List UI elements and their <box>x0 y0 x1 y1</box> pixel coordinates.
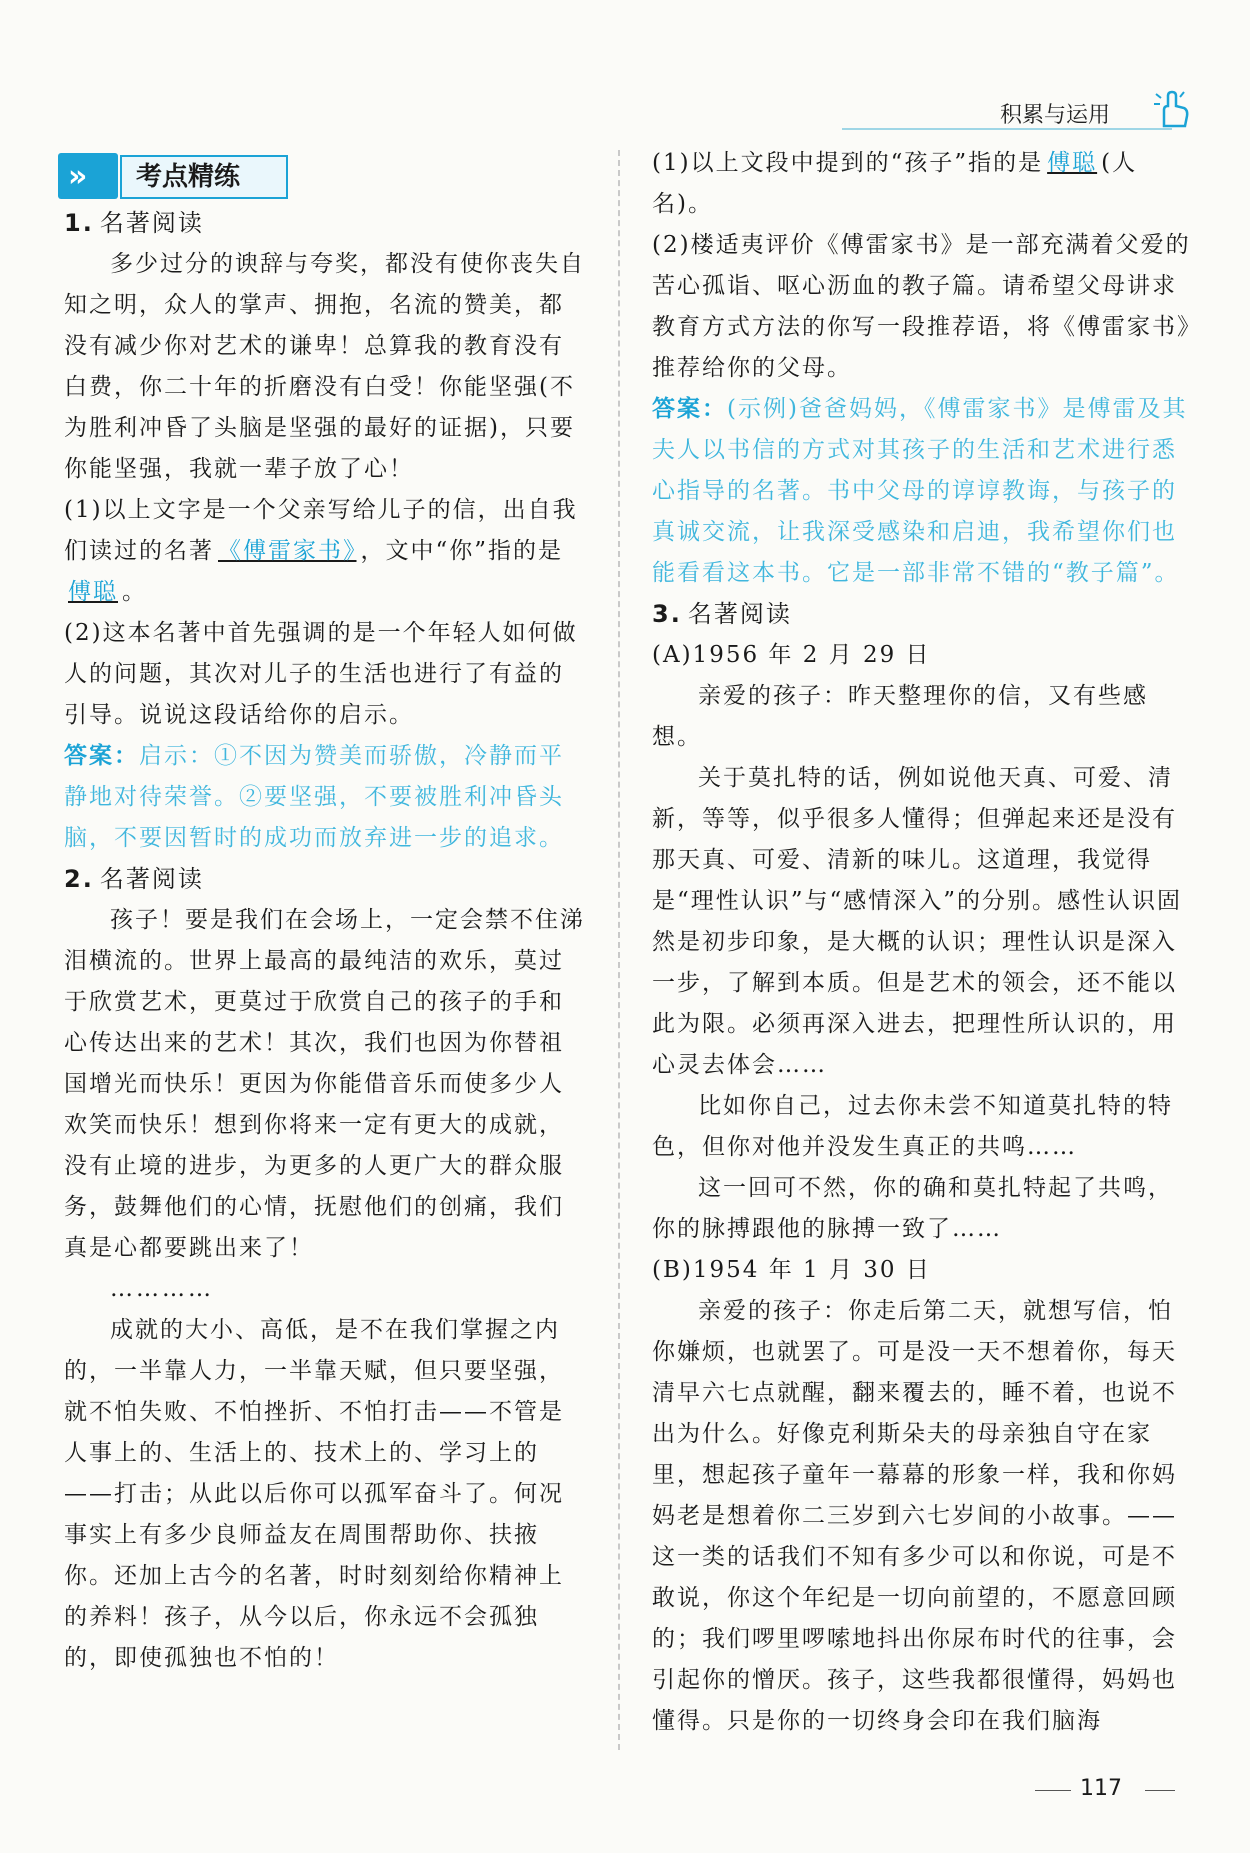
q1-heading <box>64 203 588 244</box>
q2-sub1-text: (1)以上文段中提到的“孩子”指的是 <box>652 150 1044 176</box>
q2-answer-tag: 答案： <box>652 396 727 422</box>
q2-passage-2: 成就的大小、高低，是不在我们掌握之内的，一半靠人力，一半靠天赋，但只要坚强，就不怕失败、不怕挫折、不怕打击——不管是人事上的、生活上的、技术上的、学习上的——打击；从此以后你可以孤军奋斗了。何况事实上有多少良师益友在周围帮助你、扶掖你。还加上古今的名著，时时刻刻给你精神上的养料！孩子，从今以后，你永远不会孤独的，即使孤独也不怕的！ <box>64 1317 564 1671</box>
q2-passage-1: 孩子！要是我们在会场上，一定会禁不住涕泪横流的。世界上最高的最纯洁的欢乐，莫过于欣赏艺术，更莫过于欣赏自己的孩子的手和心传达出来的艺术！其次，我们也因为你替祖国增光而快乐！更因为你能借音乐而使多少人欢笑而快乐！想到你将来一定有更大的成就，没有止境的进步，为更多的人更广大的群众服务，鼓舞他们的心情，抚慰他们的创痛，我们真是心都要跳出来了！ <box>64 907 585 1261</box>
double-chevron-icon: » <box>58 153 118 199</box>
q1-passage: 多少过分的谀辞与夸奖，都没有使你丧失自知之明，众人的掌声、拥抱，名流的赞美，都没有减少你对艺术的谦卑！总算我的教育没有白费，你二十年的折磨没有白受！你能坚强(不为胜利冲昏了头脑是坚强的最好的证据)，只要你能坚强，我就一辈子放了心！ <box>64 251 585 482</box>
q3-a-paragraph-4: 这一回可不然，你的确和莫扎特起了共鸣，你的脉搏跟他的脉搏一致了…… <box>652 1175 1173 1242</box>
q3-b-date: (B)1954 年 1 月 30 日 <box>652 1257 931 1283</box>
q1-sub1-text-mid: ，文中“你”指的是 <box>360 538 564 564</box>
section-title: 考点精练 <box>120 155 288 199</box>
q2-number: 2. <box>64 865 94 893</box>
q3-a-paragraph-2: 关于莫扎特的话，例如说他天真、可爱、清新，等等，似乎很多人懂得；但弹起来还是没有那天真、可爱、清新的味儿。这道理，我觉得是“理性认识”与“感情深入”的分别。感性认识固然是初步印象，是大概的认识；理性认识是深入一步，了解到本质。但是艺术的领会，还不能以此为限。必须再深入进去，把理性所认识的，用心灵去体会…… <box>652 765 1183 1078</box>
q1-number: 1. <box>64 209 94 237</box>
q2-ellipsis: ………… <box>110 1276 214 1302</box>
q1-answer-text: 启示：①不因为赞美而骄傲，冷静而平静地对待荣誉。②要坚强，不要被胜利冲昏头脑，不要因暂时的成功而放弃进一步的追求。 <box>64 743 564 851</box>
q2-heading <box>64 859 588 900</box>
column-divider <box>618 150 620 1750</box>
q3-heading <box>652 594 1192 635</box>
q2-answer <box>652 389 1192 594</box>
pointing-hand-icon <box>1150 86 1198 134</box>
q1-sub1-answer-book: 《傅雷家书》 <box>218 538 357 564</box>
page-header-label: 积累与运用 <box>1000 103 1111 128</box>
footer-rule-right <box>1145 1790 1175 1791</box>
q2-title: 名著阅读 <box>99 865 204 893</box>
page-number: 117 <box>1080 1776 1122 1801</box>
q2-sub1-answer: 傅聪 <box>1047 150 1098 176</box>
q1-sub1-text-end: 。 <box>122 579 147 605</box>
q3-a-paragraph-3: 比如你自己，过去你未尝不知道莫扎特的特色，但你对他并没发生真正的共鸣…… <box>652 1093 1173 1160</box>
q2-sub1-text-end: (人名)。 <box>652 150 1138 217</box>
q1-sub2: (2)这本名著中首先强调的是一个年轻人如何做人的问题，其次对儿子的生活也进行了有益的引导。说说这段话给你的启示。 <box>64 620 578 728</box>
q1-title: 名著阅读 <box>99 209 204 237</box>
header-rule <box>842 128 1172 130</box>
q3-title: 名著阅读 <box>687 600 792 628</box>
q1-sub1-text: (1)以上文字是一个父亲写给儿子的信，出自我们读过的名著 <box>64 497 578 564</box>
left-column <box>64 203 588 1679</box>
q3-b-paragraph-1: 亲爱的孩子：你走后第二天，就想写信，怕你嫌烦，也就罢了。可是没一天不想着你，每天清早六七点就醒，翻来覆去的，睡不着，也说不出为什么。好像克利斯朵夫的母亲独自守在家里，想起孩子童年一幕幕的形象一样，我和你妈妈老是想着你二三岁到六七岁间的小故事。——这一类的话我们不知有多少可以和你说，可是不敢说，你这个年纪是一切向前望的，不愿意回顾的；我们啰里啰嗦地抖出你尿布时代的往事，会引起你的憎厌。孩子，这些我都很懂得，妈妈也懂得。只是你的一切终身会印在我们脑海 <box>652 1298 1177 1734</box>
q2-sub1 <box>652 143 1192 225</box>
q1-answer <box>64 736 588 859</box>
q2-answer-text: (示例)爸爸妈妈，《傅雷家书》是傅雷及其夫人以书信的方式对其孩子的生活和艺术进行悉心指导的名著。书中父母的谆谆教诲，与孩子的真诚交流，让我深受感染和启迪，我希望你们也能看看这本书。它是一部非常不错的“教子篇”。 <box>652 396 1188 586</box>
section-banner <box>58 153 278 199</box>
right-column <box>652 143 1192 1742</box>
q3-number: 3. <box>652 600 682 628</box>
q3-a-date: (A)1956 年 2 月 29 日 <box>652 642 931 668</box>
q1-answer-tag: 答案： <box>64 743 139 769</box>
q3-a-paragraph-1: 亲爱的孩子：昨天整理你的信，又有些感想。 <box>652 683 1148 750</box>
q2-sub2: (2)楼适夷评价《傅雷家书》是一部充满着父爱的苦心孤诣、呕心沥血的教子篇。请希望父母讲求教育方式方法的你写一段推荐语，将《傅雷家书》推荐给你的父母。 <box>652 232 1191 381</box>
q1-sub1 <box>64 490 588 613</box>
q1-sub1-answer-person: 傅聪 <box>68 579 118 605</box>
footer-rule-left <box>1035 1790 1071 1791</box>
